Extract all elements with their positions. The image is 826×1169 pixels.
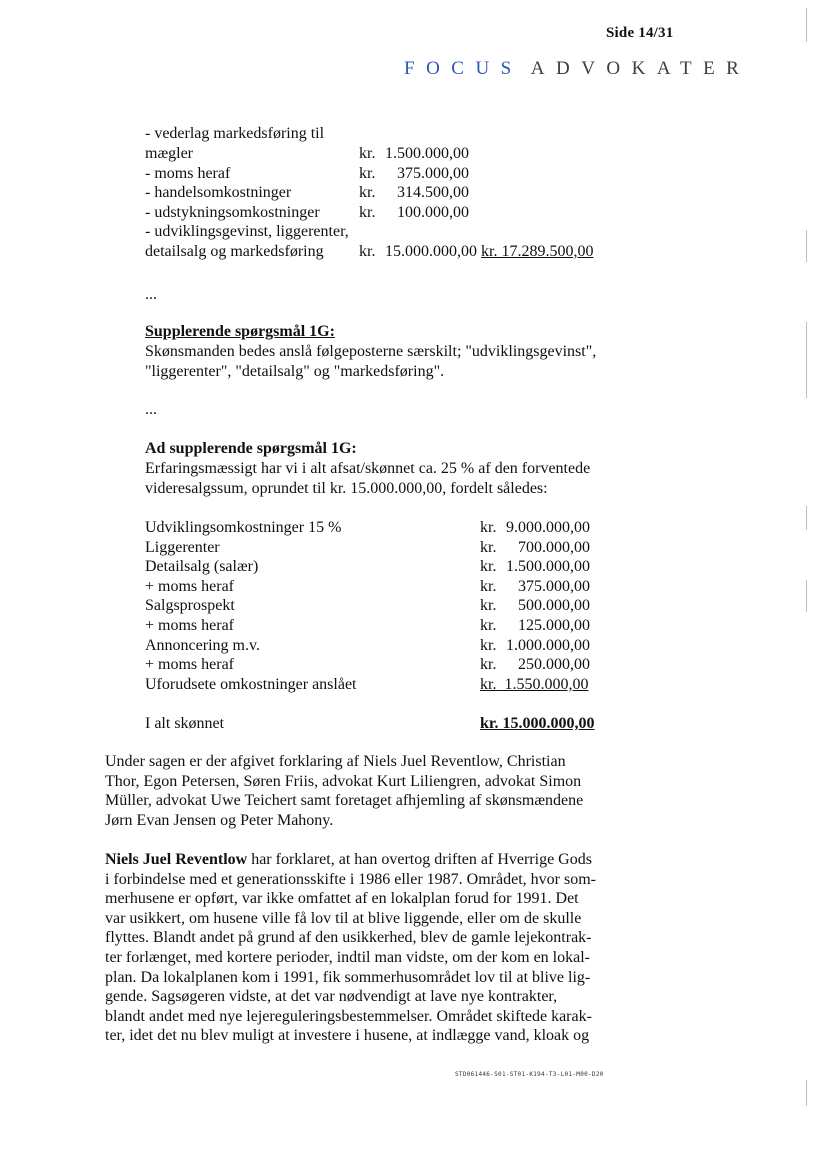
breakdown-label: + moms heraf: [145, 656, 234, 674]
cost-currency: kr.: [359, 242, 376, 260]
costs-list: [145, 124, 625, 264]
cost-label: mægler: [145, 145, 193, 162]
breakdown-amount: 375.000,00: [518, 577, 590, 595]
breakdown-amount: 9.000.000,00: [506, 519, 590, 536]
logo-advokater: ADVOKATER: [530, 58, 751, 79]
cost-amount: 100.000,00: [397, 203, 469, 221]
cost-currency: kr.: [359, 145, 376, 162]
breakdown-row: [145, 557, 605, 577]
cost-label: - moms heraf: [145, 164, 231, 182]
breakdown-row: [145, 577, 605, 597]
paragraph-line: ter, idet det nu blev muligt at investere i husene, at indlægge vand, kloak og: [105, 1027, 590, 1045]
breakdown-table: [145, 518, 605, 738]
firm-logo: [404, 58, 750, 80]
cost-currency: kr.: [359, 184, 376, 201]
breakdown-subtotal: [480, 675, 591, 695]
cost-grand-total: kr. 17.289.500,00: [481, 242, 594, 260]
testimony-paragraph: [105, 850, 605, 1046]
cost-label: detailsalg og markedsføring: [145, 242, 324, 260]
breakdown-row: [145, 538, 605, 558]
witness-name: Niels Juel Reventlow: [105, 851, 248, 868]
paragraph-line: Under sagen er der afgivet forklaring af Niels Juel Reventlow, Christian: [105, 753, 566, 770]
breakdown-amount: 1.500.000,00: [506, 558, 590, 576]
cost-amount: 15.000.000,00: [385, 242, 477, 260]
breakdown-label: Annoncering m.v.: [145, 636, 260, 654]
question-text-line: "liggerenter", "detailsalg" og "markedsføring".: [145, 362, 445, 380]
paragraph-line: i forbindelse med et generationsskifte i 1986 eller 1987. Området, hvor som-: [105, 870, 596, 888]
cost-amount: 1.500.000,00: [385, 145, 469, 162]
logo-focus: FOCUS: [404, 58, 523, 79]
answer-text-line: videresalgssum, oprundet til kr. 15.000.000,00, fordelt således:: [145, 479, 548, 497]
breakdown-row: [145, 518, 605, 538]
cost-row: [145, 124, 324, 144]
cost-currency: kr.: [359, 203, 376, 221]
breakdown-currency: kr.: [480, 597, 497, 615]
breakdown-amount: 125.000,00: [518, 617, 590, 634]
scan-edge-mark: [806, 8, 807, 42]
paragraph-line: flyttes. Blandt andet på grund af den usikkerhed, blev de gamle lejekontrak-: [105, 929, 592, 947]
breakdown-amount: 1.000.000,00: [506, 636, 590, 654]
ellipsis: ...: [145, 286, 157, 303]
cost-row: [145, 242, 625, 262]
cost-amount: 314.500,00: [397, 184, 469, 201]
breakdown-amount: 700.000,00: [518, 538, 590, 556]
breakdown-total-row: [145, 714, 605, 734]
breakdown-currency: kr.: [480, 617, 497, 634]
cost-currency: kr.: [359, 164, 376, 182]
answer-text-line: Erfaringsmæssigt har vi i alt afsat/skønnet ca. 25 % af den forventede: [145, 460, 591, 477]
cost-label: - udviklingsgevinst, liggerenter,: [145, 223, 349, 240]
breakdown-label: Salgsprospekt: [145, 597, 235, 615]
page-number: Side 14/31: [606, 25, 674, 41]
cost-row: [145, 222, 349, 242]
scan-edge-mark: [806, 506, 807, 530]
breakdown-row: [145, 675, 605, 695]
breakdown-amount: 500.000,00: [518, 597, 590, 615]
cost-row: [145, 164, 625, 184]
paragraph-line: [105, 850, 605, 870]
document-id: STD061446-S01-ST01-K194-T3-L01-M00-D20: [455, 1071, 604, 1078]
breakdown-label: Liggerenter: [145, 538, 220, 556]
paragraph-line-rest: har forklaret, at han overtog driften af Hverrige Gods: [247, 851, 592, 868]
question-heading: Supplerende spørgsmål 1G:: [145, 323, 335, 340]
breakdown-amount: 1.550.000,00: [504, 675, 589, 693]
breakdown-currency: kr.: [480, 577, 497, 595]
breakdown-currency: kr.: [480, 558, 497, 576]
paragraph-line: Jørn Evan Jensen og Peter Mahony.: [105, 811, 334, 829]
cost-label: - vederlag markedsføring til: [145, 125, 325, 142]
breakdown-row: [145, 616, 605, 636]
breakdown-label: Udviklingsomkostninger 15 %: [145, 519, 342, 536]
paragraph-line: merhusene er opført, var ikke omfattet af en lokalplan forud for 1991. Det: [105, 890, 579, 908]
breakdown-label: + moms heraf: [145, 617, 234, 634]
paragraph-line: ter forlænget, med kortere perioder, indtil man vidste, om der kom en lokal-: [105, 948, 590, 966]
breakdown-currency: kr.: [480, 519, 497, 536]
witness-paragraph: [105, 752, 605, 830]
breakdown-label: Detailsalg (salær): [145, 558, 259, 576]
scan-edge-mark: [806, 230, 807, 262]
paragraph-line: gende. Sagsøgeren vidste, at det var nødvendigt at lave nye kontrakter,: [105, 988, 558, 1006]
breakdown-label: + moms heraf: [145, 577, 234, 595]
scan-edge-mark: [806, 1080, 807, 1106]
breakdown-currency: kr.: [480, 636, 497, 654]
question-text-line: Skønsmanden bedes anslå følgeposterne særskilt; "udviklingsgevinst",: [145, 343, 597, 360]
answer-heading: Ad supplerende spørgsmål 1G:: [145, 440, 357, 457]
ellipsis: ...: [145, 401, 157, 418]
cost-row: [145, 144, 625, 164]
paragraph-line: blandt andet med nye lejereguleringsbestemmelser. Området skiftede karak-: [105, 1007, 592, 1025]
cost-label: - handelsomkostninger: [145, 184, 292, 201]
cost-label: - udstykningsomkostninger: [145, 203, 320, 221]
breakdown-row: [145, 655, 605, 675]
scan-edge-mark: [806, 580, 807, 612]
breakdown-total-value: kr. 15.000.000,00: [480, 715, 595, 732]
scan-edge-mark: [806, 322, 807, 398]
breakdown-currency: kr.: [480, 675, 497, 693]
paragraph-line: Müller, advokat Uwe Teichert samt foretaget afhjemling af skønsmændene: [105, 792, 584, 810]
paragraph-line: plan. Da lokalplanen kom i 1991, fik sommerhusområdet lov til at blive lig-: [105, 968, 591, 986]
cost-row: [145, 203, 625, 223]
paragraph-line: Thor, Egon Petersen, Søren Friis, advokat Kurt Liliengren, advokat Simon: [105, 772, 582, 790]
breakdown-currency: kr.: [480, 538, 497, 556]
breakdown-total-label: I alt skønnet: [145, 715, 225, 732]
breakdown-row: [145, 596, 605, 616]
cost-row: [145, 183, 625, 203]
breakdown-currency: kr.: [480, 656, 497, 674]
breakdown-row: [145, 636, 605, 656]
breakdown-amount: 250.000,00: [518, 656, 590, 674]
cost-amount: 375.000,00: [397, 164, 469, 182]
paragraph-line: var usikkert, om husene ville få lov til at blive liggende, eller om de skulle: [105, 909, 582, 927]
breakdown-label: Uforudsete omkostninger anslået: [145, 675, 357, 693]
